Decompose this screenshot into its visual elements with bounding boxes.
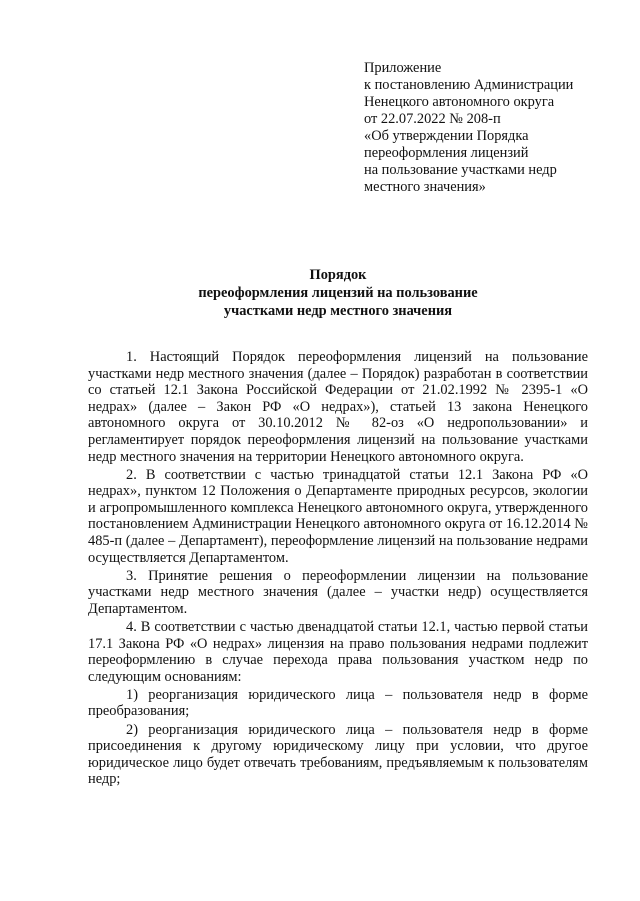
- document-title: [88, 266, 588, 320]
- appendix-line: местного значения»: [364, 179, 486, 195]
- appendix-line: переоформления лицензий: [364, 145, 529, 161]
- title-line: участками недр местного значения: [223, 303, 453, 319]
- appendix-line: Ненецкого автономного округа: [364, 94, 555, 110]
- paragraph-3: 3. Принятие решения о переоформлении лицензии на пользование участками недр местного значения (далее – участки недр) осуществляется Департаментом.: [88, 567, 588, 617]
- title-line: переоформления лицензий на пользование: [198, 285, 478, 301]
- appendix-header: [364, 60, 624, 196]
- title-line: Порядок: [309, 267, 367, 283]
- paragraph-1: 1. Настоящий Порядок переоформления лицензий на пользование участками недр местного значения (далее – Порядок) разработан в соответствии со статьей 12.1 Закона Российской Федерации от 21.02.1992 № 2395-1 «О недрах» (далее – Закон РФ «О недрах»), статьей 13 закона Ненецкого автономного округа от 30.10.2012 № 82-оз «О недропользовании» и регламентирует порядок переоформления лицензий на пользование участками недр местного значения на территории Ненецкого автономного округа.: [88, 349, 588, 465]
- appendix-line: от 22.07.2022 № 208-п: [364, 111, 501, 127]
- document-body: [88, 349, 588, 789]
- appendix-line: к постановлению Администрации: [364, 77, 574, 93]
- appendix-line: Приложение: [364, 60, 442, 76]
- paragraph-4-item-1: 1) реорганизация юридического лица – пользователя недр в форме преобразования;: [88, 686, 588, 720]
- appendix-line: на пользование участками недр: [364, 162, 557, 178]
- paragraph-4: 4. В соответствии с частью двенадцатой статьи 12.1, частью первой статьи 17.1 Закона РФ «О недрах» лицензия на право пользования недрами подлежит переоформлению в случае перехода права пользования участком недр по следующим основаниям:: [88, 619, 588, 685]
- appendix-line: «Об утверждении Порядка: [364, 128, 529, 144]
- paragraph-2: 2. В соответствии с частью тринадцатой статьи 12.1 Закона РФ «О недрах», пунктом 12 Положения о Департаменте природных ресурсов, экологии и агропромышленного комплекса Ненецкого автономного округа, утвержденного постановлением Администрации Ненецкого автономного округа от 16.12.2014 № 485-п (далее – Департамент), переоформление лицензий на пользование недрами осуществляется Департаментом.: [88, 466, 588, 566]
- paragraph-4-item-2: 2) реорганизация юридического лица – пользователя недр в форме присоединения к другому юридическому лицу при условии, что другое юридическое лицо будет отвечать требованиям, предъявляемым к пользователям недр;: [88, 721, 588, 788]
